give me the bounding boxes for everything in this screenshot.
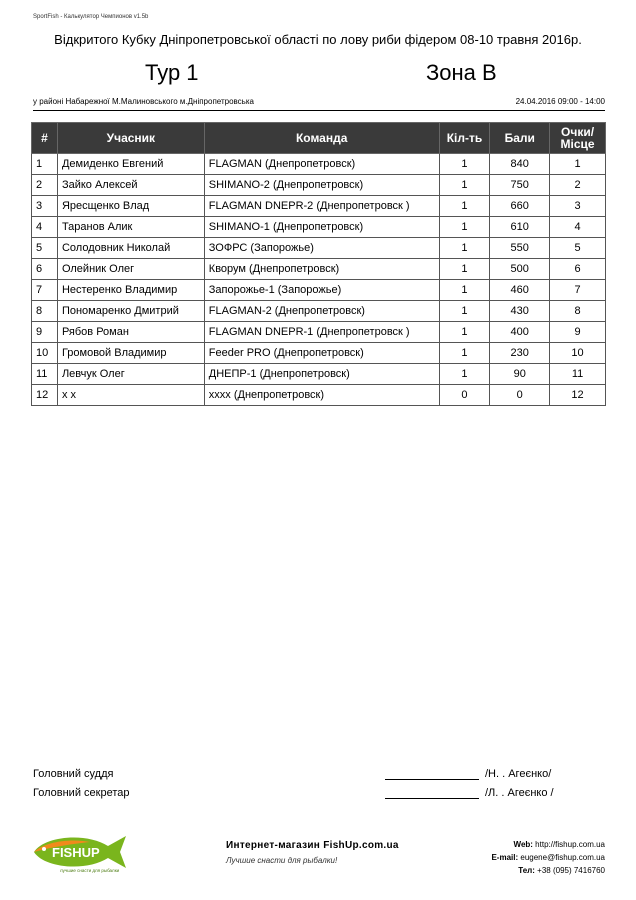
cell-number: 4 — [32, 217, 58, 238]
cell-place: 3 — [550, 196, 606, 217]
cell-team: ДНЕПР-1 (Днепропетровск) — [204, 364, 439, 385]
table-row — [32, 238, 606, 259]
header-number: # — [32, 123, 58, 154]
cell-points: 90 — [490, 364, 550, 385]
cell-place: 5 — [550, 238, 606, 259]
cell-points: 0 — [490, 385, 550, 406]
cell-number: 9 — [32, 322, 58, 343]
cell-participant: Олейник Олег — [57, 259, 204, 280]
cell-team: FLAGMAN (Днепропетровск) — [204, 154, 439, 175]
cell-number: 10 — [32, 343, 58, 364]
cell-points: 840 — [490, 154, 550, 175]
cell-team: хххх (Днепропетровск) — [204, 385, 439, 406]
cell-points: 460 — [490, 280, 550, 301]
cell-participant: Пономаренко Дмитрий — [57, 301, 204, 322]
cell-place: 10 — [550, 343, 606, 364]
cell-number: 8 — [32, 301, 58, 322]
cell-count: 1 — [439, 259, 490, 280]
cell-number: 12 — [32, 385, 58, 406]
cell-team: SHIMANO-2 (Днепропетровск) — [204, 175, 439, 196]
cell-count: 1 — [439, 343, 490, 364]
header-count: Кіл-ть — [439, 123, 490, 154]
phone-label: Тел: — [518, 866, 535, 875]
results-table — [31, 122, 606, 406]
phone-value: +38 (095) 7416760 — [537, 866, 605, 875]
email-label: E-mail: — [491, 853, 519, 862]
table-row — [32, 217, 606, 238]
cell-participant: Громовой Владимир — [57, 343, 204, 364]
cell-place: 12 — [550, 385, 606, 406]
table-row — [32, 364, 606, 385]
cell-team: Запорожье-1 (Запорожье) — [204, 280, 439, 301]
judge-name: /Н. . Агеєнко/ — [485, 768, 552, 780]
cell-participant: Нестеренко Владимир — [57, 280, 204, 301]
round-label: Тур 1 — [145, 60, 199, 85]
logo-text: FISHUP — [52, 845, 100, 860]
judge-label: Головний суддя — [33, 768, 114, 780]
header-participant: Учасник — [57, 123, 204, 154]
zone-label: Зона B — [426, 60, 497, 85]
cell-count: 0 — [439, 385, 490, 406]
cell-count: 1 — [439, 154, 490, 175]
web-label: Web: — [513, 840, 533, 849]
logo-tagline: лучшие снасти для рыбалки — [60, 868, 120, 873]
cell-number: 6 — [32, 259, 58, 280]
cell-place: 11 — [550, 364, 606, 385]
cell-place: 8 — [550, 301, 606, 322]
table-row — [32, 301, 606, 322]
cell-count: 1 — [439, 175, 490, 196]
cell-number: 1 — [32, 154, 58, 175]
header-team: Команда — [204, 123, 439, 154]
cell-points: 500 — [490, 259, 550, 280]
cell-participant: Левчук Олег — [57, 364, 204, 385]
secretary-name: /Л. . Агеєнко / — [485, 787, 554, 799]
fishup-logo — [30, 830, 130, 874]
cell-place: 1 — [550, 154, 606, 175]
header-points: Бали — [490, 123, 550, 154]
cell-participant: х х — [57, 385, 204, 406]
cell-place: 2 — [550, 175, 606, 196]
cell-team: Кворум (Днепропетровск) — [204, 259, 439, 280]
cell-count: 1 — [439, 280, 490, 301]
cell-place: 7 — [550, 280, 606, 301]
cell-participant: Демиденко Евгений — [57, 154, 204, 175]
cell-count: 1 — [439, 217, 490, 238]
table-row — [32, 175, 606, 196]
divider — [33, 110, 605, 111]
cell-points: 430 — [490, 301, 550, 322]
email-value[interactable]: eugene@fishup.com.ua — [520, 853, 605, 862]
cell-count: 1 — [439, 238, 490, 259]
shop-tagline: Лучшие снасти для рыбалки! — [226, 856, 338, 865]
cell-points: 610 — [490, 217, 550, 238]
cell-number: 2 — [32, 175, 58, 196]
cell-number: 11 — [32, 364, 58, 385]
shop-name: Интернет-магазин FishUp.com.ua — [226, 840, 399, 851]
cell-count: 1 — [439, 301, 490, 322]
cell-team: FLAGMAN-2 (Днепропетровск) — [204, 301, 439, 322]
cell-participant: Солодовник Николай — [57, 238, 204, 259]
judge-signature-line — [385, 779, 479, 780]
cell-count: 1 — [439, 364, 490, 385]
header-place: Очки/ Місце — [550, 123, 606, 154]
cell-participant: Яресщенко Влад — [57, 196, 204, 217]
cell-count: 1 — [439, 196, 490, 217]
app-title: SportFish - Калькулятор Чемпионов v1.5b — [33, 14, 149, 20]
cell-team: FLAGMAN DNEPR-2 (Днепропетровск ) — [204, 196, 439, 217]
cell-place: 6 — [550, 259, 606, 280]
cell-number: 5 — [32, 238, 58, 259]
table-row — [32, 385, 606, 406]
cell-participant: Рябов Роман — [57, 322, 204, 343]
venue-text: у районі Набарежної М.Малиновського м.Дніпропетровська — [33, 97, 254, 106]
table-row — [32, 322, 606, 343]
cell-team: SHIMANO-1 (Днепропетровск) — [204, 217, 439, 238]
cell-number: 7 — [32, 280, 58, 301]
cell-points: 400 — [490, 322, 550, 343]
cell-place: 4 — [550, 217, 606, 238]
table-row — [32, 280, 606, 301]
cell-points: 750 — [490, 175, 550, 196]
cell-team: Feeder PRO (Днепропетровск) — [204, 343, 439, 364]
cell-points: 660 — [490, 196, 550, 217]
cell-count: 1 — [439, 322, 490, 343]
table-row — [32, 154, 606, 175]
contacts-block — [491, 838, 605, 877]
web-value[interactable]: http://fishup.com.ua — [535, 840, 605, 849]
cell-team: FLAGMAN DNEPR-1 (Днепропетровск ) — [204, 322, 439, 343]
table-row — [32, 196, 606, 217]
table-row — [32, 259, 606, 280]
cell-points: 550 — [490, 238, 550, 259]
cell-number: 3 — [32, 196, 58, 217]
secretary-signature-line — [385, 798, 479, 799]
cell-participant: Таранов Алик — [57, 217, 204, 238]
cell-points: 230 — [490, 343, 550, 364]
datetime-text: 24.04.2016 09:00 - 14:00 — [515, 97, 605, 106]
table-row — [32, 343, 606, 364]
cell-team: ЗОФРС (Запорожье) — [204, 238, 439, 259]
table-header-row — [32, 123, 606, 154]
secretary-label: Головний секретар — [33, 787, 130, 799]
event-title: Відкритого Кубку Дніпропетровської області по лову риби фідером 08-10 травня 2016р. — [54, 32, 582, 47]
cell-participant: Зайко Алексей — [57, 175, 204, 196]
cell-place: 9 — [550, 322, 606, 343]
